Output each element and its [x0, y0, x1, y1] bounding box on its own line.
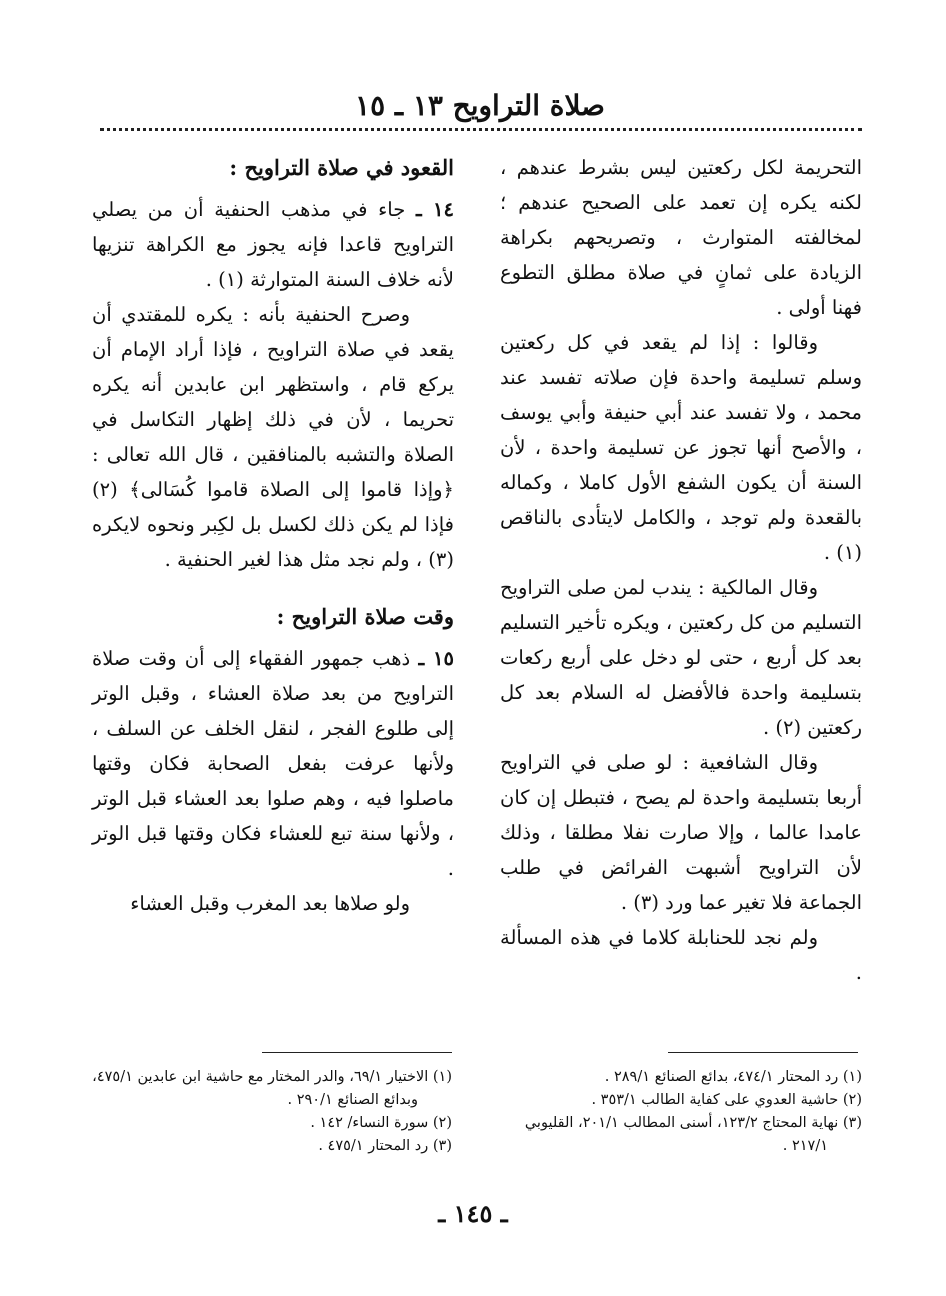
para-15-continued: ولو صلاها بعد المغرب وقبل العشاء	[130, 892, 410, 915]
header-dotted-rule	[100, 128, 862, 131]
para-15-number: ١٥ ـ	[418, 647, 454, 670]
footnote-right-3: (٣) نهاية المحتاج ١٢٣/٢، أسنى المطالب ٢٠١/١، القليوبي ٢١٧/١ .	[524, 1115, 862, 1154]
para-14-number: ١٤ ـ	[416, 198, 454, 221]
section-heading-time: وقت صلاة التراويح :	[276, 604, 454, 629]
para-14	[92, 192, 454, 297]
running-head: صلاة التراويح ١٣ ـ ١٥	[355, 89, 605, 122]
footnote-left-1: (١) الاختيار ٦٩/١، والدر المختار مع حاشية ابن عابدين ٤٧٥/١، وبدائع الصنائع ٢٩٠/١ .	[92, 1069, 452, 1108]
section-heading-sitting: القعود في صلاة التراويح :	[229, 155, 454, 180]
right-para-3: وقال المالكية : يندب لمن صلى التراويح التسليم من كل ركعتين ، ويكره تأخير التسليم بعد كل أربع ، حتى لو دخل على أربع ركعات بتسليمة واحدة فالأفضل له السلام بعد كل ركعتين (٢) .	[500, 576, 862, 739]
footnote-left-2: (٢) سورة النساء/ ١٤٢ .	[310, 1115, 452, 1131]
footnotes-right	[502, 1066, 862, 1158]
left-column	[92, 150, 454, 921]
footnote-rule-left	[262, 1052, 452, 1053]
para-14-text: جاء في مذهب الحنفية أن من يصلي التراويح قاعدا فإنه يجوز مع الكراهة تنزيها لأنه خلاف السنة المتوارثة (١) .	[92, 198, 454, 291]
page-number: ـ ١٤٥ ـ	[438, 1199, 508, 1228]
right-para-1: التحريمة لكل ركعتين ليس بشرط عندهم ، لكنه يكره إن تعمد على الصحيح عندهم ؛ لمخالفته المتوارث ، وتصريحهم بكراهة الزيادة على ثمانٍ في صلاة مطلق التطوع فهنا أولى .	[500, 156, 862, 319]
footnotes-left	[92, 1066, 452, 1158]
footnote-right-1: (١) رد المحتار ٤٧٤/١، بدائع الصنائع ٢٨٩/١ .	[604, 1069, 862, 1085]
right-para-5: ولم نجد للحنابلة كلاما في هذه المسألة .	[500, 926, 862, 984]
para-14-continued: وصرح الحنفية بأنه : يكره للمقتدي أن يقعد في صلاة التراويح ، فإذا أراد الإمام أن يركع قام ، واستظهر ابن عابدين أنه يكره تحريما ، لأن في ذلك إظهار التكاسل في الصلاة والتشبه بالمنافقين ، قال الله تعالى : ﴿وإذا قاموا إلى الصلاة قاموا كُسَالى﴾ (٢) فإذا لم يكن ذلك لكسل بل لكِبر ونحوه لايكره (٣) ، ولم نجد مثل هذا لغير الحنفية .	[92, 303, 454, 571]
para-15	[92, 641, 454, 886]
footnote-rule-right	[668, 1052, 858, 1053]
footnote-left-3: (٣) رد المحتار ٤٧٥/١ .	[318, 1138, 452, 1154]
right-column	[500, 150, 862, 990]
right-para-4: وقال الشافعية : لو صلى في التراويح أربعا بتسليمة واحدة لم يصح ، فتبطل إن كان عامدا عالما ، وإلا صارت نفلا مطلقا ، وذلك لأن التراويح أشبهت الفرائض في طلب الجماعة فلا تغير عما ورد (٣) .	[500, 751, 862, 914]
footnote-right-2: (٢) حاشية العدوي على كفاية الطالب ٣٥٣/١ .	[591, 1092, 862, 1108]
para-15-text: ذهب جمهور الفقهاء إلى أن وقت صلاة التراويح من بعد صلاة العشاء ، وقبل الوتر إلى طلوع الفجر ، لنقل الخلف عن السلف ، ولأنها عرفت بفعل الصحابة فكان وقتها ماصلوا فيه ، وهم صلوا بعد العشاء قبل الوتر ، ولأنها سنة تبع للعشاء فكان وقتها قبل الوتر .	[92, 647, 454, 880]
right-para-2: وقالوا : إذا لم يقعد في كل ركعتين وسلم تسليمة واحدة فإن صلاته تفسد عند محمد ، ولا تفسد عند أبي حنيفة وأبي يوسف ، والأصح أنها تجوز عن تسليمة واحدة ، لأن السنة أن يكون الشفع الأول كاملا ، وكماله بالقعدة ولم توجد ، والكامل لايتأدى بالناقص (١) .	[500, 331, 862, 564]
